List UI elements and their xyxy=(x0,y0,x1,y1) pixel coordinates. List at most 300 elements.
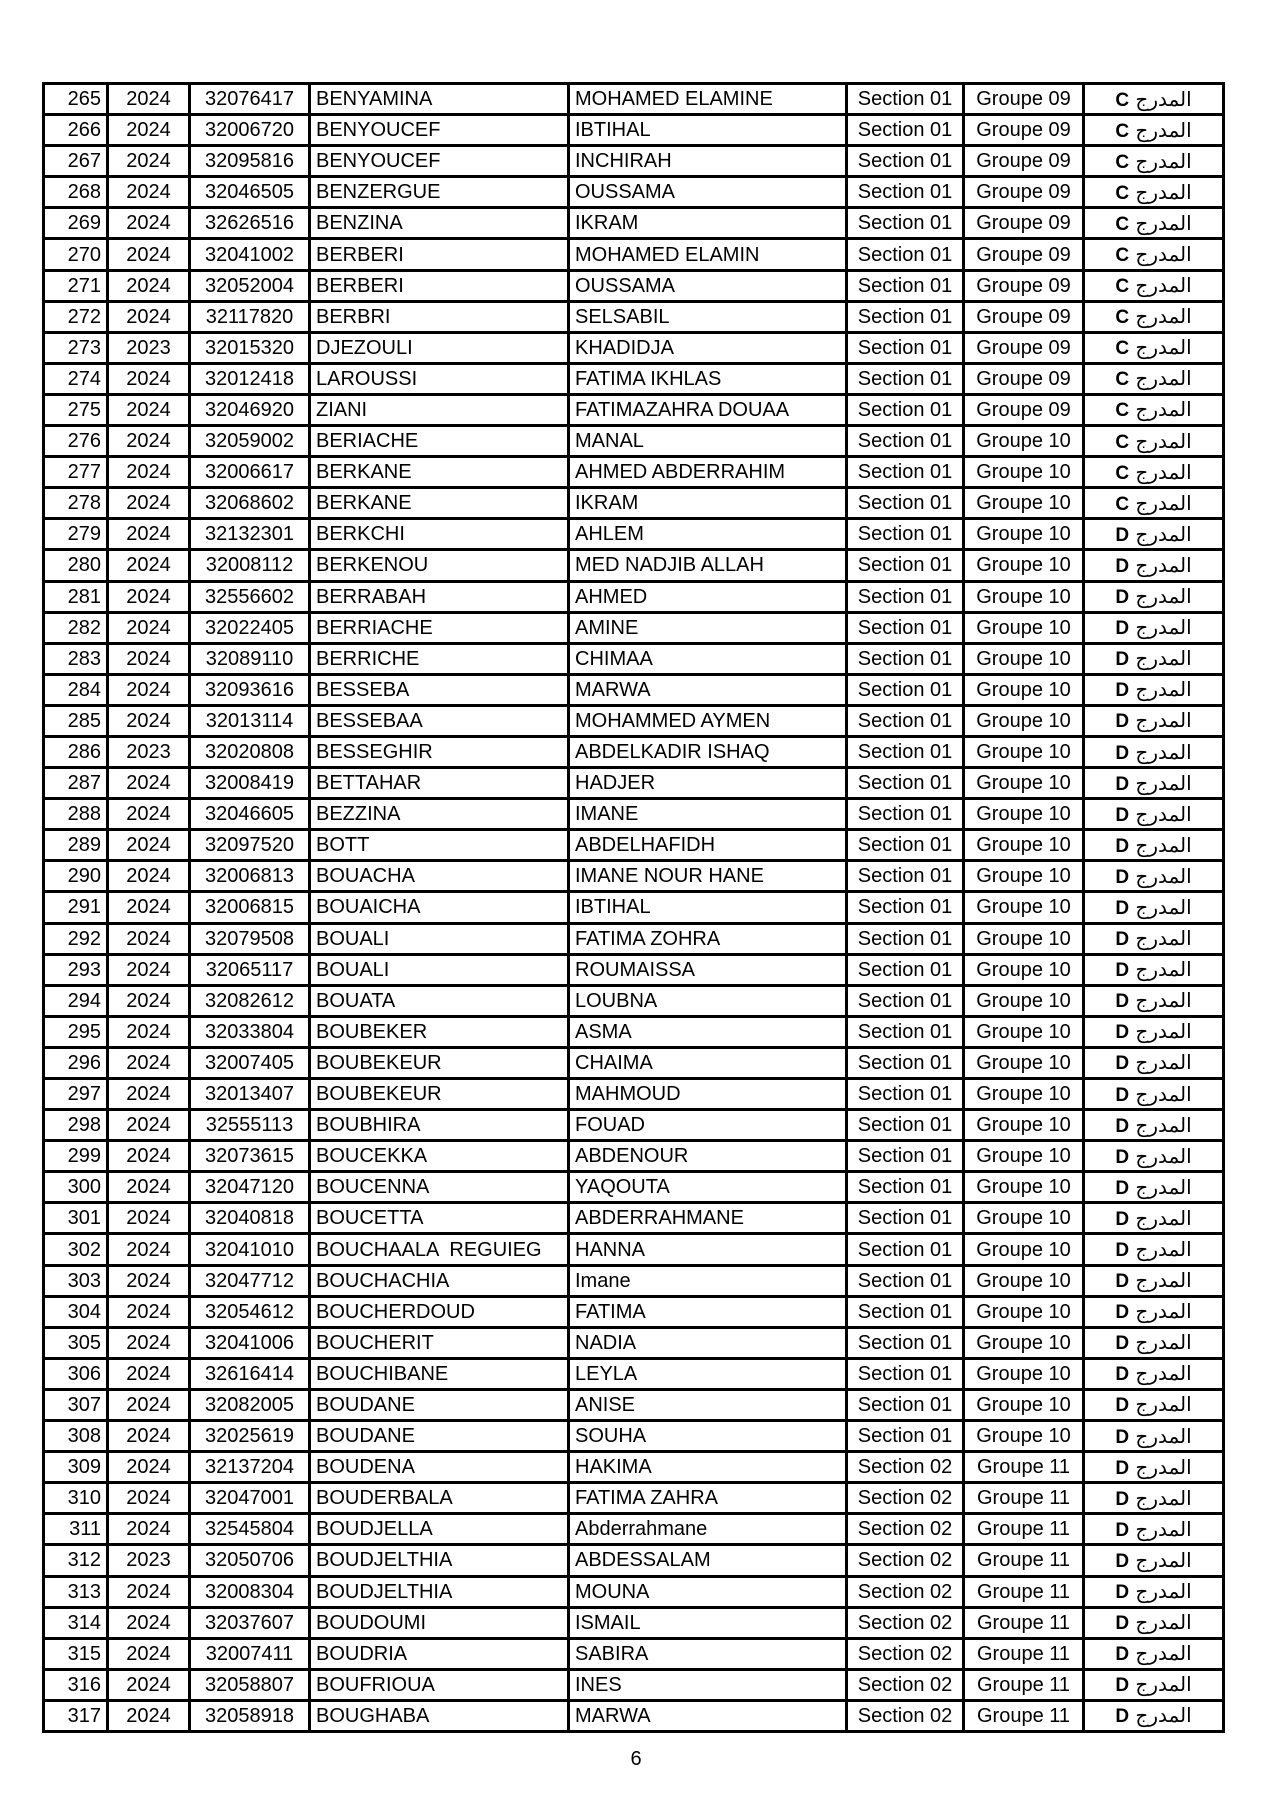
last-name-cell: BOUCENNA xyxy=(310,1172,569,1203)
group-cell: Groupe 10 xyxy=(964,612,1084,643)
group-cell: Groupe 10 xyxy=(964,830,1084,861)
row-number-cell: 268 xyxy=(44,177,108,208)
year-cell: 2024 xyxy=(108,115,190,146)
last-name-cell: BOUCETTA xyxy=(310,1203,569,1234)
amphitheater-letter: D xyxy=(1115,1146,1130,1168)
year-cell: 2024 xyxy=(108,1265,190,1296)
section-cell: Section 01 xyxy=(847,1358,964,1389)
year-cell: 2024 xyxy=(108,1141,190,1172)
group-cell: Groupe 10 xyxy=(964,1047,1084,1078)
section-cell: Section 01 xyxy=(847,1141,964,1172)
table-row xyxy=(44,985,1224,1016)
last-name-cell: BOUBEKER xyxy=(310,1016,569,1047)
registration-number-cell: 32046605 xyxy=(190,799,310,830)
group-cell: Groupe 10 xyxy=(964,1110,1084,1141)
section-cell: Section 01 xyxy=(847,923,964,954)
amphitheater-cell xyxy=(1084,519,1224,550)
registration-number-cell: 32008112 xyxy=(190,550,310,581)
first-name-cell: SOUHA xyxy=(569,1421,847,1452)
amphitheater-cell xyxy=(1084,1172,1224,1203)
row-number-cell: 265 xyxy=(44,84,108,115)
section-cell: Section 01 xyxy=(847,892,964,923)
row-number-cell: 282 xyxy=(44,612,108,643)
amphitheater-letter: D xyxy=(1115,711,1130,733)
year-cell: 2024 xyxy=(108,363,190,394)
amphitheater-letter: C xyxy=(1115,89,1130,111)
amphitheater-letter: D xyxy=(1115,1302,1130,1324)
row-number-cell: 271 xyxy=(44,270,108,301)
section-cell: Section 02 xyxy=(847,1669,964,1700)
registration-number-cell: 32117820 xyxy=(190,301,310,332)
first-name-cell: LEYLA xyxy=(569,1358,847,1389)
section-cell: Section 01 xyxy=(847,1016,964,1047)
amphitheater-label: المدرج D xyxy=(1115,832,1192,857)
amphitheater-label: المدرج D xyxy=(1115,1641,1192,1666)
section-cell: Section 01 xyxy=(847,736,964,767)
table-row xyxy=(44,84,1224,115)
registration-number-cell: 32046920 xyxy=(190,394,310,425)
table-row xyxy=(44,581,1224,612)
last-name-cell: BERBERI xyxy=(310,239,569,270)
row-number-cell: 296 xyxy=(44,1047,108,1078)
amphitheater-cell xyxy=(1084,270,1224,301)
first-name-cell: FATIMAZAHRA DOUAA xyxy=(569,394,847,425)
table-row xyxy=(44,146,1224,177)
amphitheater-cell xyxy=(1084,985,1224,1016)
table-row xyxy=(44,488,1224,519)
section-cell: Section 01 xyxy=(847,1047,964,1078)
row-number-cell: 305 xyxy=(44,1327,108,1358)
row-number-cell: 291 xyxy=(44,892,108,923)
last-name-cell: BOUALI xyxy=(310,954,569,985)
table-row xyxy=(44,1483,1224,1514)
registration-number-cell: 32052004 xyxy=(190,270,310,301)
row-number-cell: 270 xyxy=(44,239,108,270)
last-name-cell: BOUDENA xyxy=(310,1452,569,1483)
group-cell: Groupe 09 xyxy=(964,177,1084,208)
year-cell: 2024 xyxy=(108,519,190,550)
amphitheater-label: المدرج D xyxy=(1115,1050,1192,1075)
year-cell: 2024 xyxy=(108,985,190,1016)
last-name-cell: BOUCHERIT xyxy=(310,1327,569,1358)
group-cell: Groupe 11 xyxy=(964,1545,1084,1576)
amphitheater-letter: C xyxy=(1115,245,1130,267)
last-name-cell: BEZZINA xyxy=(310,799,569,830)
last-name-cell: BENZINA xyxy=(310,208,569,239)
amphitheater-letter: C xyxy=(1115,369,1130,391)
last-name-cell: BERBERI xyxy=(310,270,569,301)
first-name-cell: ABDELKADIR ISHAQ xyxy=(569,736,847,767)
table-row xyxy=(44,830,1224,861)
year-cell: 2024 xyxy=(108,1203,190,1234)
table-row xyxy=(44,457,1224,488)
section-cell: Section 01 xyxy=(847,705,964,736)
group-cell: Groupe 10 xyxy=(964,1203,1084,1234)
amphitheater-letter: C xyxy=(1115,400,1130,422)
amphitheater-letter: D xyxy=(1115,587,1130,609)
last-name-cell: DJEZOULI xyxy=(310,332,569,363)
first-name-cell: OUSSAMA xyxy=(569,177,847,208)
table-row xyxy=(44,1141,1224,1172)
amphitheater-cell xyxy=(1084,177,1224,208)
registration-number-cell: 32012418 xyxy=(190,363,310,394)
last-name-cell: BENYAMINA xyxy=(310,84,569,115)
first-name-cell: ASMA xyxy=(569,1016,847,1047)
section-cell: Section 01 xyxy=(847,394,964,425)
amphitheater-letter: C xyxy=(1115,213,1130,235)
last-name-cell: BOUACHA xyxy=(310,861,569,892)
row-number-cell: 302 xyxy=(44,1234,108,1265)
row-number-cell: 279 xyxy=(44,519,108,550)
amphitheater-label: المدرج C xyxy=(1115,117,1192,142)
row-number-cell: 310 xyxy=(44,1483,108,1514)
amphitheater-letter: D xyxy=(1115,1115,1130,1137)
first-name-cell: MARWA xyxy=(569,1700,847,1731)
first-name-cell: Imane xyxy=(569,1265,847,1296)
section-cell: Section 01 xyxy=(847,332,964,363)
amphitheater-label: المدرج C xyxy=(1115,428,1192,453)
amphitheater-cell xyxy=(1084,799,1224,830)
amphitheater-cell xyxy=(1084,146,1224,177)
group-cell: Groupe 10 xyxy=(964,768,1084,799)
section-cell: Section 01 xyxy=(847,1203,964,1234)
row-number-cell: 317 xyxy=(44,1700,108,1731)
amphitheater-label: المدرج D xyxy=(1115,584,1192,609)
row-number-cell: 295 xyxy=(44,1016,108,1047)
section-cell: Section 01 xyxy=(847,861,964,892)
first-name-cell: CHIMAA xyxy=(569,643,847,674)
amphitheater-letter: C xyxy=(1115,493,1130,515)
last-name-cell: BENYOUCEF xyxy=(310,146,569,177)
row-number-cell: 280 xyxy=(44,550,108,581)
row-number-cell: 269 xyxy=(44,208,108,239)
table-row xyxy=(44,1358,1224,1389)
registration-number-cell: 32097520 xyxy=(190,830,310,861)
group-cell: Groupe 10 xyxy=(964,736,1084,767)
row-number-cell: 274 xyxy=(44,363,108,394)
table-row xyxy=(44,736,1224,767)
amphitheater-letter: D xyxy=(1115,1582,1130,1604)
amphitheater-letter: D xyxy=(1115,1675,1130,1697)
last-name-cell: BERKCHI xyxy=(310,519,569,550)
amphitheater-letter: D xyxy=(1115,1426,1130,1448)
amphitheater-label: المدرج D xyxy=(1115,1703,1192,1728)
amphitheater-cell xyxy=(1084,1700,1224,1731)
row-number-cell: 301 xyxy=(44,1203,108,1234)
amphitheater-letter: D xyxy=(1115,1084,1130,1106)
year-cell: 2024 xyxy=(108,1607,190,1638)
row-number-cell: 287 xyxy=(44,768,108,799)
year-cell: 2023 xyxy=(108,332,190,363)
first-name-cell: KHADIDJA xyxy=(569,332,847,363)
registration-number-cell: 32054612 xyxy=(190,1296,310,1327)
last-name-cell: BENZERGUE xyxy=(310,177,569,208)
section-cell: Section 01 xyxy=(847,1079,964,1110)
amphitheater-label: المدرج D xyxy=(1115,677,1192,702)
group-cell: Groupe 10 xyxy=(964,1358,1084,1389)
amphitheater-cell xyxy=(1084,239,1224,270)
first-name-cell: HANNA xyxy=(569,1234,847,1265)
registration-number-cell: 32022405 xyxy=(190,612,310,643)
amphitheater-letter: D xyxy=(1115,1053,1130,1075)
row-number-cell: 312 xyxy=(44,1545,108,1576)
group-cell: Groupe 09 xyxy=(964,363,1084,394)
row-number-cell: 306 xyxy=(44,1358,108,1389)
last-name-cell: BOUCHAALA REGUIEG xyxy=(310,1234,569,1265)
first-name-cell: FOUAD xyxy=(569,1110,847,1141)
registration-number-cell: 32047001 xyxy=(190,1483,310,1514)
row-number-cell: 313 xyxy=(44,1576,108,1607)
amphitheater-label: المدرج D xyxy=(1115,1174,1192,1199)
year-cell: 2024 xyxy=(108,1576,190,1607)
year-cell: 2024 xyxy=(108,457,190,488)
amphitheater-label: المدرج D xyxy=(1115,1454,1192,1479)
group-cell: Groupe 09 xyxy=(964,146,1084,177)
amphitheater-label: المدرج C xyxy=(1115,490,1192,515)
first-name-cell: CHAIMA xyxy=(569,1047,847,1078)
amphitheater-label: المدرج D xyxy=(1115,708,1192,733)
year-cell: 2024 xyxy=(108,612,190,643)
first-name-cell: HAKIMA xyxy=(569,1452,847,1483)
row-number-cell: 300 xyxy=(44,1172,108,1203)
amphitheater-cell xyxy=(1084,1545,1224,1576)
registration-number-cell: 32008304 xyxy=(190,1576,310,1607)
last-name-cell: BOUCEKKA xyxy=(310,1141,569,1172)
table-row xyxy=(44,1079,1224,1110)
amphitheater-letter: D xyxy=(1115,1488,1130,1510)
first-name-cell: ANISE xyxy=(569,1389,847,1420)
table-row xyxy=(44,799,1224,830)
registration-number-cell: 32015320 xyxy=(190,332,310,363)
amphitheater-letter: C xyxy=(1115,307,1130,329)
section-cell: Section 01 xyxy=(847,146,964,177)
year-cell: 2024 xyxy=(108,426,190,457)
amphitheater-letter: D xyxy=(1115,991,1130,1013)
table-row xyxy=(44,550,1224,581)
amphitheater-cell xyxy=(1084,426,1224,457)
amphitheater-cell xyxy=(1084,363,1224,394)
year-cell: 2024 xyxy=(108,1421,190,1452)
section-cell: Section 02 xyxy=(847,1545,964,1576)
registration-number-cell: 32006617 xyxy=(190,457,310,488)
first-name-cell: IMANE xyxy=(569,799,847,830)
last-name-cell: BOUALI xyxy=(310,923,569,954)
last-name-cell: BERRIACHE xyxy=(310,612,569,643)
row-number-cell: 288 xyxy=(44,799,108,830)
amphitheater-cell xyxy=(1084,1358,1224,1389)
last-name-cell: LAROUSSI xyxy=(310,363,569,394)
row-number-cell: 286 xyxy=(44,736,108,767)
first-name-cell: ABDELHAFIDH xyxy=(569,830,847,861)
registration-number-cell: 32058807 xyxy=(190,1669,310,1700)
table-row xyxy=(44,1638,1224,1669)
amphitheater-letter: D xyxy=(1115,929,1130,951)
section-cell: Section 01 xyxy=(847,84,964,115)
registration-number-cell: 32008419 xyxy=(190,768,310,799)
group-cell: Groupe 11 xyxy=(964,1452,1084,1483)
last-name-cell: BETTAHAR xyxy=(310,768,569,799)
registration-number-cell: 32041010 xyxy=(190,1234,310,1265)
amphitheater-letter: D xyxy=(1115,1022,1130,1044)
year-cell: 2024 xyxy=(108,1483,190,1514)
section-cell: Section 01 xyxy=(847,457,964,488)
row-number-cell: 299 xyxy=(44,1141,108,1172)
first-name-cell: MAHMOUD xyxy=(569,1079,847,1110)
first-name-cell: AHMED ABDERRAHIM xyxy=(569,457,847,488)
first-name-cell: MARWA xyxy=(569,674,847,705)
table-row xyxy=(44,332,1224,363)
year-cell: 2024 xyxy=(108,239,190,270)
amphitheater-cell xyxy=(1084,674,1224,705)
group-cell: Groupe 09 xyxy=(964,115,1084,146)
group-cell: Groupe 10 xyxy=(964,643,1084,674)
amphitheater-letter: D xyxy=(1115,1457,1130,1479)
group-cell: Groupe 09 xyxy=(964,84,1084,115)
year-cell: 2024 xyxy=(108,643,190,674)
group-cell: Groupe 10 xyxy=(964,457,1084,488)
amphitheater-letter: D xyxy=(1115,1706,1130,1728)
last-name-cell: BERRABAH xyxy=(310,581,569,612)
amphitheater-cell xyxy=(1084,1110,1224,1141)
amphitheater-label: المدرج C xyxy=(1115,459,1192,484)
registration-number-cell: 32020808 xyxy=(190,736,310,767)
amphitheater-cell xyxy=(1084,1079,1224,1110)
section-cell: Section 01 xyxy=(847,488,964,519)
row-number-cell: 272 xyxy=(44,301,108,332)
amphitheater-letter: D xyxy=(1115,804,1130,826)
group-cell: Groupe 10 xyxy=(964,1079,1084,1110)
amphitheater-label: المدرج D xyxy=(1115,1299,1192,1324)
first-name-cell: FATIMA xyxy=(569,1296,847,1327)
year-cell: 2024 xyxy=(108,84,190,115)
group-cell: Groupe 10 xyxy=(964,1172,1084,1203)
amphitheater-letter: D xyxy=(1115,1177,1130,1199)
section-cell: Section 01 xyxy=(847,1296,964,1327)
last-name-cell: BOUFRIOUA xyxy=(310,1669,569,1700)
table-row xyxy=(44,177,1224,208)
first-name-cell: INCHIRAH xyxy=(569,146,847,177)
year-cell: 2023 xyxy=(108,1545,190,1576)
year-cell: 2024 xyxy=(108,1358,190,1389)
group-cell: Groupe 10 xyxy=(964,426,1084,457)
group-cell: Groupe 09 xyxy=(964,239,1084,270)
amphitheater-label: المدرج D xyxy=(1115,1019,1192,1044)
amphitheater-label: المدرج D xyxy=(1115,521,1192,546)
group-cell: Groupe 09 xyxy=(964,208,1084,239)
first-name-cell: ABDESSALAM xyxy=(569,1545,847,1576)
first-name-cell: SELSABIL xyxy=(569,301,847,332)
table-row xyxy=(44,1296,1224,1327)
last-name-cell: BOUDANE xyxy=(310,1389,569,1420)
table-row xyxy=(44,1389,1224,1420)
amphitheater-label: المدرج C xyxy=(1115,366,1192,391)
year-cell: 2024 xyxy=(108,1172,190,1203)
group-cell: Groupe 10 xyxy=(964,1421,1084,1452)
registration-number-cell: 32006815 xyxy=(190,892,310,923)
amphitheater-cell xyxy=(1084,394,1224,425)
table-row xyxy=(44,208,1224,239)
group-cell: Groupe 10 xyxy=(964,1296,1084,1327)
row-number-cell: 283 xyxy=(44,643,108,674)
group-cell: Groupe 11 xyxy=(964,1700,1084,1731)
amphitheater-cell xyxy=(1084,1607,1224,1638)
first-name-cell: SABIRA xyxy=(569,1638,847,1669)
group-cell: Groupe 10 xyxy=(964,1389,1084,1420)
registration-number-cell: 32007411 xyxy=(190,1638,310,1669)
section-cell: Section 01 xyxy=(847,426,964,457)
table-row xyxy=(44,1514,1224,1545)
first-name-cell: IMANE NOUR HANE xyxy=(569,861,847,892)
last-name-cell: BOUDJELLA xyxy=(310,1514,569,1545)
table-row xyxy=(44,768,1224,799)
table-row xyxy=(44,1421,1224,1452)
registration-number-cell: 32025619 xyxy=(190,1421,310,1452)
year-cell: 2024 xyxy=(108,799,190,830)
amphitheater-cell xyxy=(1084,612,1224,643)
amphitheater-cell xyxy=(1084,581,1224,612)
year-cell: 2024 xyxy=(108,1110,190,1141)
last-name-cell: BOUCHERDOUD xyxy=(310,1296,569,1327)
year-cell: 2024 xyxy=(108,674,190,705)
group-cell: Groupe 11 xyxy=(964,1607,1084,1638)
amphitheater-letter: D xyxy=(1115,773,1130,795)
first-name-cell: ABDERRAHMANE xyxy=(569,1203,847,1234)
amphitheater-cell xyxy=(1084,1234,1224,1265)
table-row xyxy=(44,1669,1224,1700)
first-name-cell: ISMAIL xyxy=(569,1607,847,1638)
year-cell: 2024 xyxy=(108,1514,190,1545)
table-row xyxy=(44,1234,1224,1265)
section-cell: Section 01 xyxy=(847,301,964,332)
registration-number-cell: 32050706 xyxy=(190,1545,310,1576)
section-cell: Section 01 xyxy=(847,270,964,301)
amphitheater-letter: D xyxy=(1115,1395,1130,1417)
group-cell: Groupe 10 xyxy=(964,892,1084,923)
year-cell: 2024 xyxy=(108,270,190,301)
amphitheater-cell xyxy=(1084,1296,1224,1327)
registration-number-cell: 32065117 xyxy=(190,954,310,985)
last-name-cell: BENYOUCEF xyxy=(310,115,569,146)
last-name-cell: BOUDANE xyxy=(310,1421,569,1452)
last-name-cell: BOUDJELTHIA xyxy=(310,1576,569,1607)
group-cell: Groupe 10 xyxy=(964,674,1084,705)
registration-number-cell: 32093616 xyxy=(190,674,310,705)
table-row xyxy=(44,270,1224,301)
group-cell: Groupe 11 xyxy=(964,1483,1084,1514)
section-cell: Section 01 xyxy=(847,239,964,270)
group-cell: Groupe 09 xyxy=(964,301,1084,332)
last-name-cell: BOUDOUMI xyxy=(310,1607,569,1638)
table-row xyxy=(44,1265,1224,1296)
amphitheater-label: المدرج D xyxy=(1115,552,1192,577)
table-row xyxy=(44,1576,1224,1607)
last-name-cell: BOTT xyxy=(310,830,569,861)
year-cell: 2024 xyxy=(108,394,190,425)
registration-number-cell: 32013407 xyxy=(190,1079,310,1110)
amphitheater-label: المدرج D xyxy=(1115,988,1192,1013)
row-number-cell: 316 xyxy=(44,1669,108,1700)
amphitheater-cell xyxy=(1084,892,1224,923)
last-name-cell: BERKANE xyxy=(310,457,569,488)
row-number-cell: 281 xyxy=(44,581,108,612)
last-name-cell: BOUATA xyxy=(310,985,569,1016)
group-cell: Groupe 10 xyxy=(964,488,1084,519)
amphitheater-letter: D xyxy=(1115,649,1130,671)
last-name-cell: BERBRI xyxy=(310,301,569,332)
section-cell: Section 01 xyxy=(847,643,964,674)
amphitheater-cell xyxy=(1084,705,1224,736)
group-cell: Groupe 10 xyxy=(964,550,1084,581)
